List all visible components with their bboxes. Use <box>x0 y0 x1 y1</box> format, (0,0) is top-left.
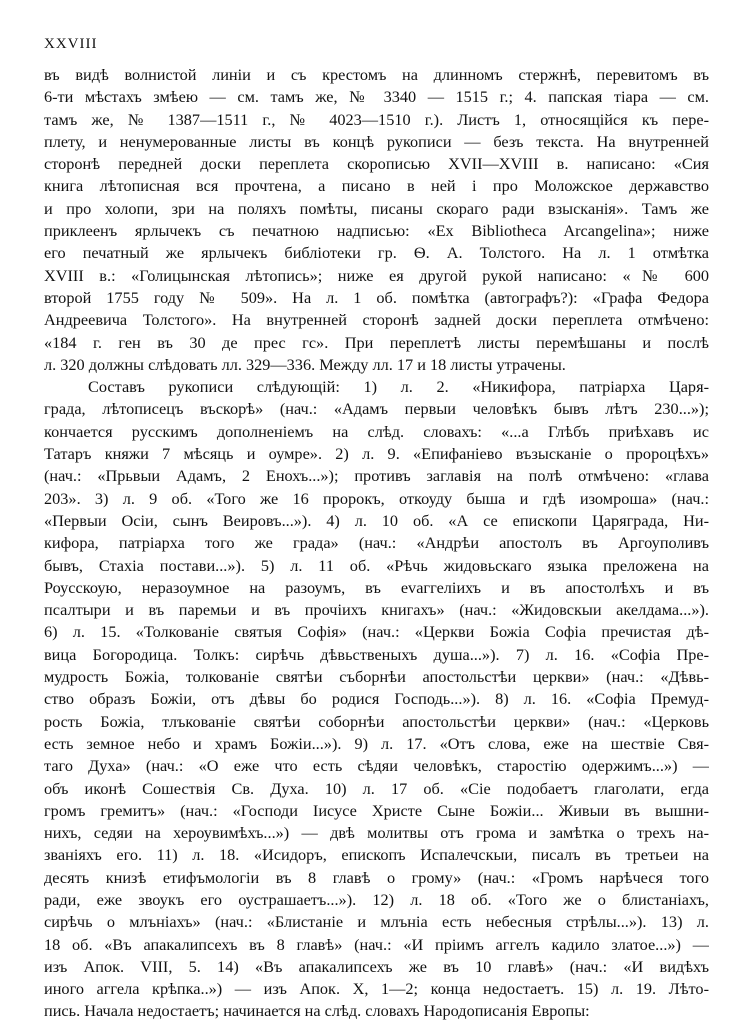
text-line: Татаръ княжи 7 мѣсяць и оумре». 2) л. 9. «Епифаніево възысканіе о пророцѣхъ» <box>44 444 709 464</box>
paragraph-manuscript-contents <box>44 376 709 1023</box>
text-line: 203». 3) л. 9 об. «Того же 16 пророкъ, откоуду быша и гдѣ изомроша» (нач.: <box>44 488 709 508</box>
text-line: его печатный же ярлычекъ библіотеки гр. Ѳ. А. Толстого. На л. 1 отмѣтка <box>44 243 709 263</box>
text-line: мудрость Божіа, толкованіе святѣи съборнѣи апостольстѣи церкви» (нач.: «Дѣвь- <box>44 667 709 687</box>
text-line: таго Духа» (нач.: «О еже что есть сѣдяи человѣкъ, старостію одержимъ...») — <box>44 756 709 776</box>
text-line: изъ Апок. VIII, 5. 14) «Въ апакалипсехъ же въ 10 главѣ» (нач.: «И видѣхъ <box>44 956 709 976</box>
text-line: Составъ рукописи слѣдующій: 1) л. 2. «Никифора, патріарха Царя- <box>88 377 709 397</box>
text-line: л. 320 должны слѣдовать лл. 329—336. Между лл. 17 и 18 листы утрачены. <box>44 354 566 374</box>
text-line: 6) л. 15. «Толкованіе святыя Софія» (нач.: «Церкви Божіа Софіа пречистая дѣ- <box>44 622 709 642</box>
text-line: объ иконѣ Сошествія Св. Духа. 10) л. 17 об. «Сіе подобаетъ глаголати, егда <box>44 778 709 798</box>
paragraph-manuscript-description <box>44 64 709 376</box>
text-line: 6-ти мѣстахъ змѣею — см. тамъ же, № 3340 — 1515 г.; 4. папская тіара — см. <box>44 87 709 107</box>
text-line: сирѣчь о млъніахъ» (нач.: «Блистаніе и млъніа есть небесныя стрѣлы...»). 13) л. <box>44 912 709 932</box>
text-line: приклеенъ ярлычекъ съ печатною надписью: «Ex Bibliotheca Arcangelina»; ниже <box>44 221 709 241</box>
text-line: Роусскоую, неразоумное на разоумъ, въ еvаггеліихъ и въ апостолѣхъ и въ <box>44 577 709 597</box>
text-line: сторонѣ передней доски переплета скорописью XVII—XVIII в. написано: «Сия <box>44 154 709 174</box>
text-line: XVIII в.: «Голицынская лѣтопись»; ниже ея другой рукой написано: «№ 600 <box>44 265 709 285</box>
document-body <box>44 64 709 1023</box>
text-line: званіяхъ его. 11) л. 18. «Исидоръ, епископъ Испалечскыи, писалъ въ третьеи на <box>44 845 709 865</box>
page-number: XXVIII <box>44 36 98 52</box>
text-line: и про холопи, зри на поляхъ помѣты, писаны скораго ради взысканія». Тамъ же <box>44 198 709 218</box>
text-line: града, лѣтописецъ въскорѣ» (нач.: «Адамъ первыи человѣкъ бывъ лѣтъ 230...»); <box>44 399 709 419</box>
text-line: десять книзѣ етифъмологіи въ 8 главѣ о грому» (нач.: «Громъ нарѣчеся того <box>44 867 709 887</box>
text-line: пись. Начала недостаетъ; начинается на слѣд. словахъ Народописанія Европы: <box>44 1001 590 1021</box>
text-line: иного аггела крѣпка..») — изъ Апок. X, 1—2; конца недостаетъ. 15) л. 19. Лѣто- <box>44 979 709 999</box>
text-line: бывъ, Стахіа постави...»). 5) л. 11 об. «Рѣчь жидовьскаго языка преложена на <box>44 555 709 575</box>
text-line: (нач.: «Прьвыи Адамъ, 2 Енохъ...»); противъ заглавія на полѣ отмѣчено: «глава <box>44 466 709 486</box>
text-line: плету, и ненумерованные листы въ концѣ рукописи — безъ текста. На внутренней <box>44 131 709 151</box>
text-line: въ видѣ волнистой линіи и съ крестомъ на длинномъ стержнѣ, перевитомъ въ <box>44 65 709 84</box>
text-line: «Первыи Осіи, сынъ Веировъ...»). 4) л. 10 об. «А се епископи Царяграда, Ни- <box>44 510 709 530</box>
text-line: вица Богородица. Толкъ: сирѣчь дѣвьственыхъ душа...»). 7) л. 16. «Софіа Пре- <box>44 644 709 664</box>
text-line: кифора, патріарха того же града» (нач.: «Андрѣи апостолъ въ Аргоуполивъ <box>44 533 709 553</box>
text-line: ство образъ Божіи, отъ дѣвы бо родися Господь...»). 8) л. 16. «Софіа Премуд- <box>44 689 709 709</box>
text-line: псалтыри и въ паремьи и въ прочіихъ книгахъ» (нач.: «Жидовскыи акелдама...»). <box>44 600 709 620</box>
text-line: «184 г. ген въ 30 де прес гс». При переплетѣ листы перемѣшаны и послѣ <box>44 332 709 352</box>
text-line: громъ гремитъ» (нач.: «Господи Іисусе Христе Сыне Божіи... Живыи въ вышни- <box>44 800 709 820</box>
text-line: нихъ, седяи на хероувимѣхъ...») — двѣ молитвы отъ грома и замѣтка о трехъ на- <box>44 823 709 843</box>
text-line: рость Божіа, тлъкованіе святѣи соборнѣи апостольстѣи церкви» (нач.: «Церковь <box>44 711 709 731</box>
text-line: 18 об. «Въ апакалипсехъ въ 8 главѣ» (нач.: «И пріимъ аггелъ кадило златое...») — <box>44 934 709 954</box>
text-line: тамъ же, № 1387—1511 г., № 4023—1510 г.). Листъ 1, относящійся къ пере- <box>44 109 709 129</box>
text-line: есть земное небо и храмъ Божіи...»). 9) л. 17. «Отъ слова, еже на шествіе Свя- <box>44 733 709 753</box>
text-line: ради, еже звоукъ его оустрашаетъ...»). 12) л. 18 об. «Того же о блистаніахъ, <box>44 889 709 909</box>
text-line: второй 1755 году № 509». На л. 1 об. помѣтка (автографъ?): «Графа Федора <box>44 287 709 307</box>
text-line: кончается русскимъ дополненіемъ на слѣд. словахъ: «...а Глѣбъ приѣхавъ ис <box>44 421 709 441</box>
text-line: Андреевича Толстого». На внутренней сторонѣ задней доски переплета отмѣчено: <box>44 310 709 330</box>
text-line: книга лѣтописная вся прочтена, а писано в ней і про Моложское державство <box>44 176 709 196</box>
